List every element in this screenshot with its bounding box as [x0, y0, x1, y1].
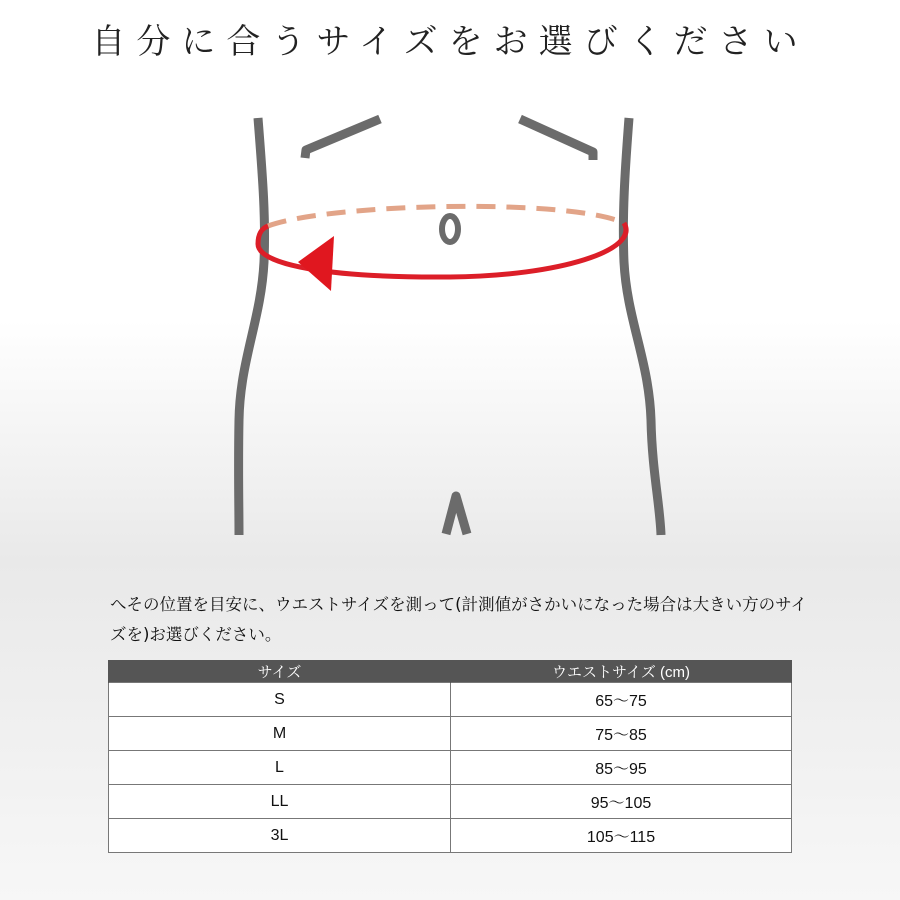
rib-line-right	[520, 119, 593, 160]
size-cell: LL	[109, 785, 451, 819]
crotch-line	[446, 496, 467, 534]
waist-cell: 105〜115	[451, 819, 792, 853]
table-header-row	[109, 660, 792, 683]
waist-cell: 65〜75	[451, 683, 792, 717]
column-header-size: サイズ	[109, 660, 451, 683]
size-table	[108, 660, 792, 853]
size-cell: L	[109, 751, 451, 785]
navel-icon	[442, 216, 458, 242]
measurement-instruction: へその位置を目安に、ウエストサイズを測って(計測値がさかいになった場合は大きい方のサイズを)お選びください。	[110, 595, 807, 644]
waist-measure-arrow-icon	[298, 236, 334, 291]
size-cell: S	[109, 683, 451, 717]
page-title: 自分に合うサイズをお選びください	[91, 22, 809, 62]
size-cell: 3L	[109, 819, 451, 853]
torso-right-side	[623, 118, 661, 535]
rib-line-left	[305, 119, 380, 158]
table-row	[109, 683, 792, 717]
table-row	[109, 717, 792, 751]
table-row	[109, 819, 792, 853]
waist-cell: 75〜85	[451, 717, 792, 751]
table-row	[109, 751, 792, 785]
size-cell: M	[109, 717, 451, 751]
torso-left-side	[239, 118, 265, 535]
body-outline	[239, 118, 661, 535]
column-header-waist: ウエストサイズ (cm)	[451, 660, 792, 683]
waist-cell: 95〜105	[451, 785, 792, 819]
table-row	[109, 785, 792, 819]
waist-cell: 85〜95	[451, 751, 792, 785]
